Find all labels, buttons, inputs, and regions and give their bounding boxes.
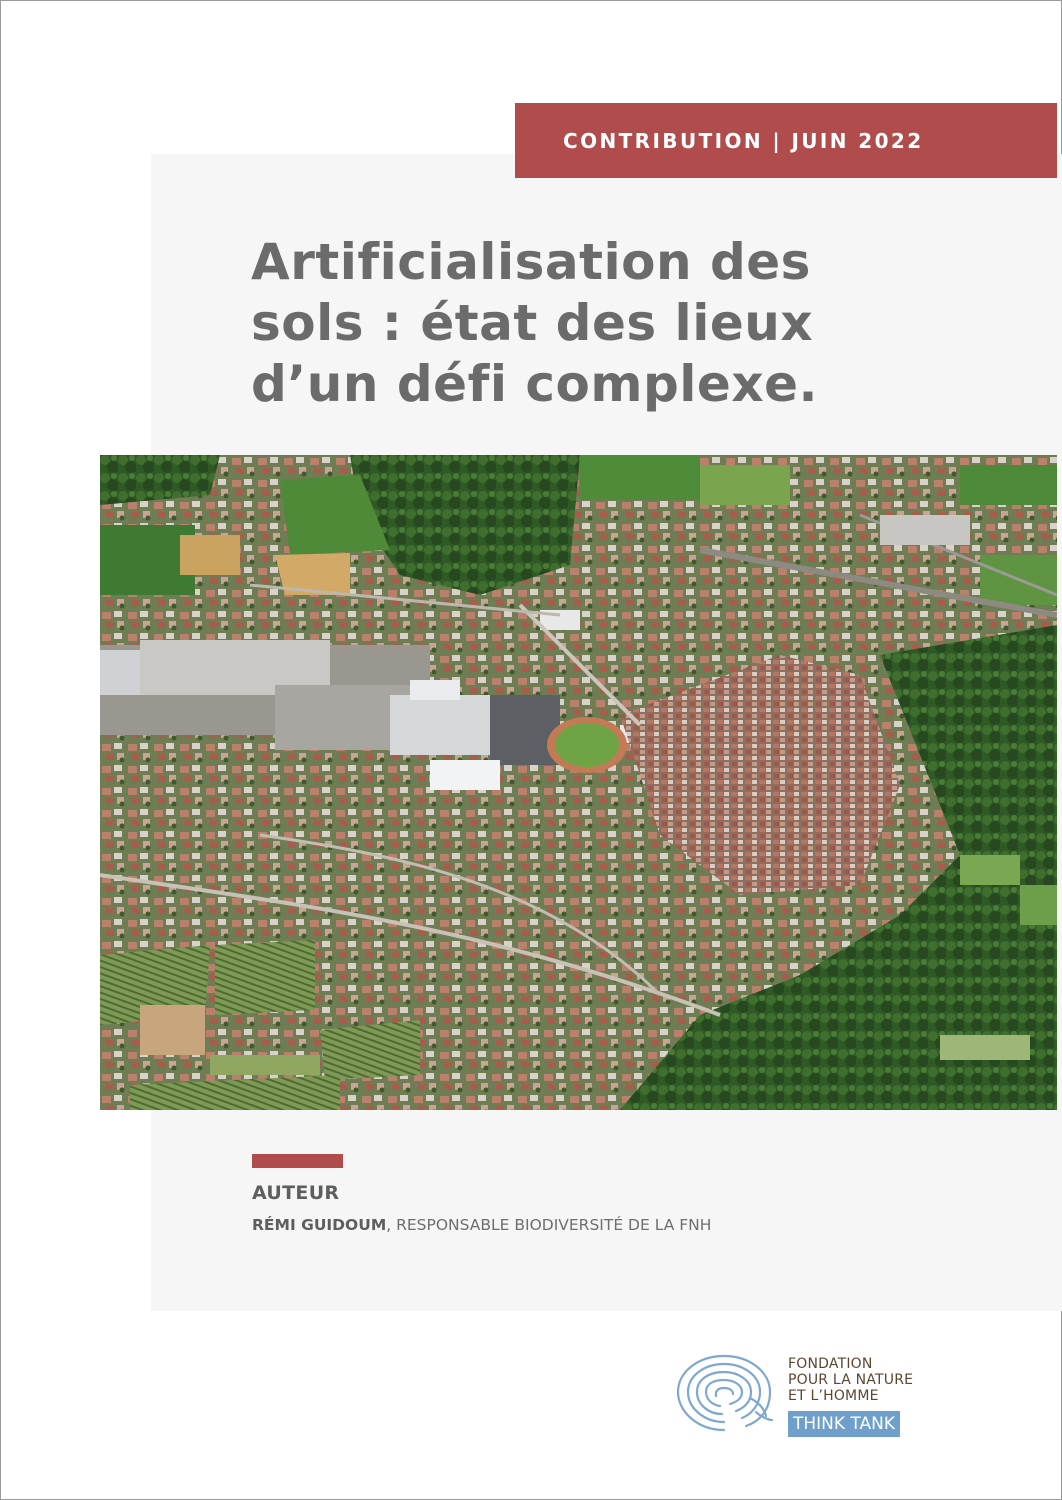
fnh-logo [672,1350,922,1440]
title-line: Artificialisation des [251,233,811,291]
aerial-photo-illustration [100,455,1057,1110]
author-accent-bar [252,1154,343,1168]
publication-banner [515,103,1057,178]
author-heading: AUTEUR [252,1182,340,1204]
author-name: RÉMI GUIDOUM [252,1216,387,1234]
title-line: sols : état des lieux [251,294,814,352]
author-role: , RESPONSABLE BIODIVERSITÉ DE LA FNH [386,1216,712,1234]
logo-line: POUR LA NATURE [788,1372,914,1388]
document-title [251,232,951,415]
banner-text: CONTRIBUTION | JUIN 2022 [563,128,924,153]
logo-wordmark [788,1356,913,1404]
title-line: d’un défi complexe. [251,355,818,413]
fingerprint-globe-icon [672,1350,776,1436]
logo-line: FONDATION [788,1356,873,1372]
aerial-town-photo [100,455,1057,1110]
think-tank-tag: THINK TANK [788,1411,900,1437]
author-credit [252,1216,711,1234]
logo-line: ET L’HOMME [788,1388,879,1404]
